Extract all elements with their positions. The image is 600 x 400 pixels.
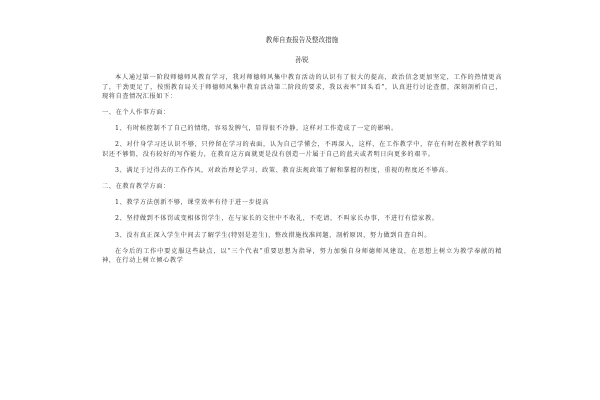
paragraph-item: 3、没有真正深入学生中间去了解学生(特别是差生)，整改措施找准问题，剖析原因，努力做到自查自纠。 bbox=[115, 231, 431, 239]
paragraph-item: 3、满足于过得去的工作作风，对政治理论学习、政策、教育法规政策了解和掌握的程度，重视的程度还不够高。 bbox=[115, 167, 453, 175]
paragraph-item: 2、对什身学习还认识不够，只停留在学习的表面，认为自己学懂会，不再深入，这样，在工作教学中，存在有时在教材教学的知识还不够简，没有较好的写作能力，在教育这方面就更是没有创造一片属于自己的蓝天或者明日向更多的艰辛。 bbox=[102, 141, 502, 159]
document-author: 孙锐 bbox=[295, 56, 309, 64]
paragraph-closing: 在今后的工作中要克服这些缺点，以“三个代表”重要思想为指导，努力加强自身师德师风建设，在思想上树立为教学奉献的精神，在行动上树立倾心教学 bbox=[102, 247, 502, 265]
paragraph-item: 2、坚持做到不体罚或变相体罚学生，在与家长的交往中不收礼，不吃请，不叫家长办事，不进行有偿家教。 bbox=[115, 215, 439, 223]
document-body bbox=[102, 73, 502, 266]
document-title: 教师自查报告及整改措施 bbox=[265, 36, 339, 44]
section-heading-personal: 一、在个人作事方面： bbox=[102, 109, 170, 117]
section-heading-teaching: 二、在教育教学方面： bbox=[102, 183, 170, 191]
paragraph-item: 1、有时候控制不了自己的情绪，容易发脾气，显得很不冷静，这样对工作造成了一定的影响。 bbox=[115, 125, 398, 133]
paragraph-intro: 本人通过第一阶段师德师风教育学习，我对师德师风集中教育活动的认识有了很大的提高，政治信念更加坚定，工作的热情更高了，干劲更足了，按照教育局关于师德师风集中教育活动第二阶段的要求，我以表率“回头看”，认真进行讨论查摆，深刻剖析自己，现将自查情况汇报如下： bbox=[102, 74, 502, 101]
paragraph-item: 1、教学方法创新不够，课堂效率有待于进一步提高 bbox=[115, 199, 269, 207]
document-content bbox=[102, 36, 502, 272]
